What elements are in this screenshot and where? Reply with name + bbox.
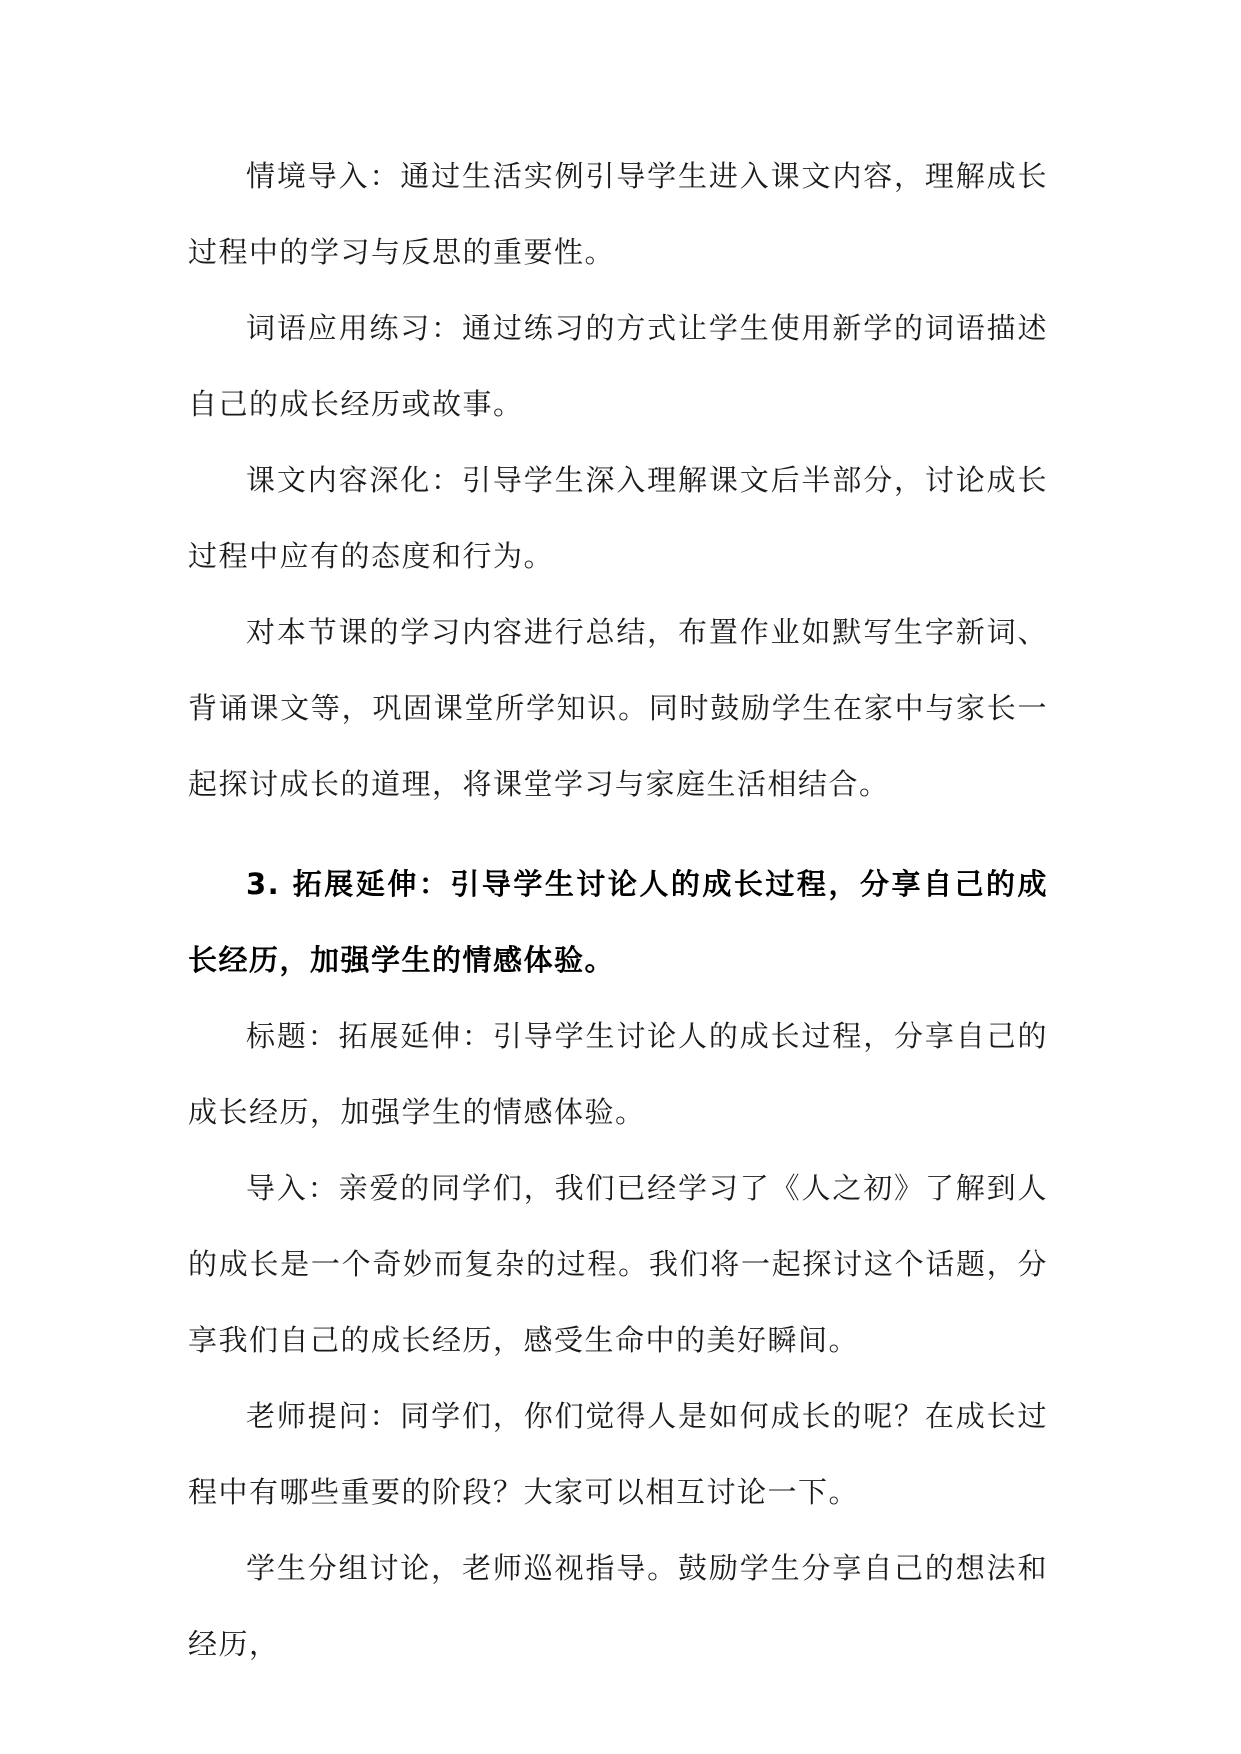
paragraph-introduction: 导入：亲爱的同学们，我们已经学习了《人之初》了解到人的成长是一个奇妙而复杂的过程。我们将一起探讨这个话题，分享我们自己的成长经历，感受生命中的美好瞬间。 (188, 1171, 1048, 1357)
paragraph-teacher-question: 老师提问：同学们，你们觉得人是如何成长的呢？在成长过程中有哪些重要的阶段？大家可以相互讨论一下。 (188, 1399, 1048, 1509)
paragraph-situation-intro: 情境导入：通过生活实例引导学生进入课文内容，理解成长过程中的学习与反思的重要性。 (188, 159, 1048, 269)
section-heading-extension: 3. 拓展延伸：引导学生讨论人的成长过程，分享自己的成长经历，加强学生的情感体验。 (188, 867, 1048, 977)
paragraph-summary-homework: 对本节课的学习内容进行总结，布置作业如默写生字新词、背诵课文等，巩固课堂所学知识。同时鼓励学生在家中与家长一起探讨成长的道理，将课堂学习与家庭生活相结合。 (188, 615, 1048, 801)
document-body (188, 138, 1048, 1682)
paragraph-title: 标题：拓展延伸：引导学生讨论人的成长过程，分享自己的成长经历，加强学生的情感体验。 (188, 1019, 1048, 1129)
paragraph-group-discussion: 学生分组讨论，老师巡视指导。鼓励学生分享自己的想法和经历， (188, 1551, 1048, 1661)
paragraph-text-deepening: 课文内容深化：引导学生深入理解课文后半部分，讨论成长过程中应有的态度和行为。 (188, 463, 1048, 573)
paragraph-vocabulary-practice: 词语应用练习：通过练习的方式让学生使用新学的词语描述自己的成长经历或故事。 (188, 311, 1048, 421)
